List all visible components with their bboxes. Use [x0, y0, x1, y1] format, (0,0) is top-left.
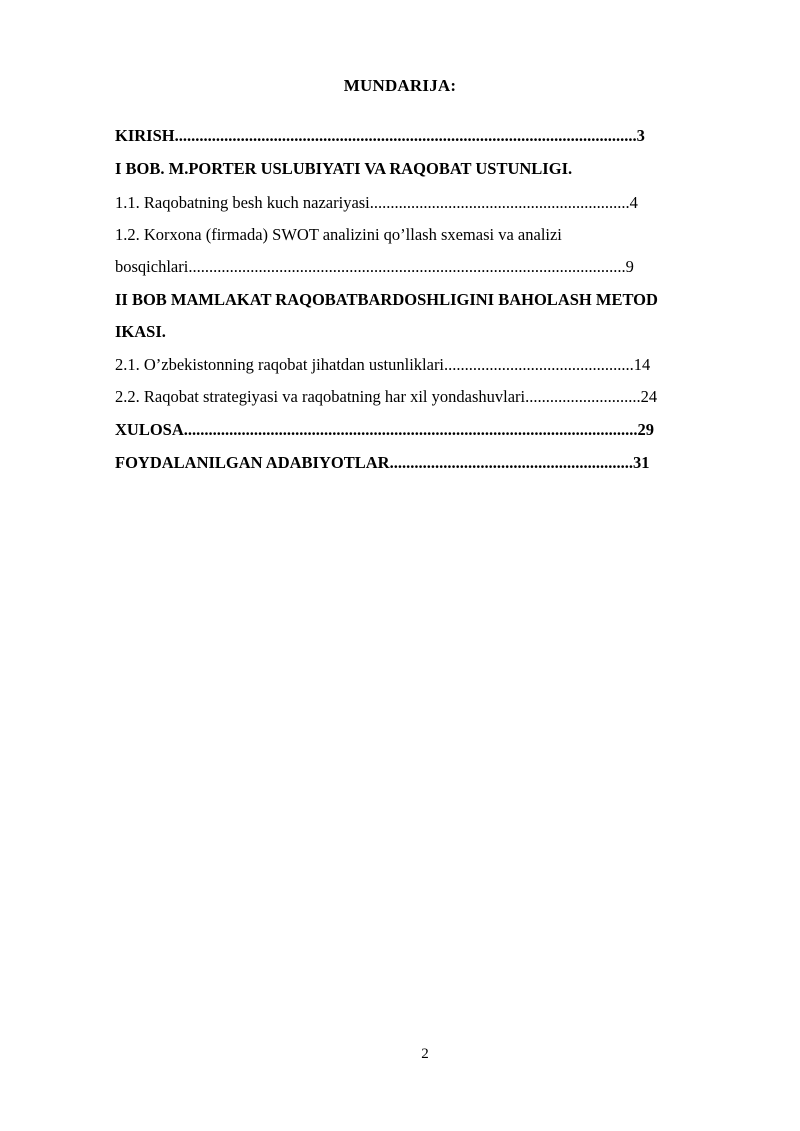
toc-chapter-2-heading: II BOB MAMLAKAT RAQOBATBARDOSHLIGINI BAHOLASH METOD: [115, 290, 658, 309]
toc-entry-2-2: 2.2. Raqobat strategiyasi va raqobatning har xil yondashuvlari............................24: [115, 387, 658, 406]
toc-entry-adabiyotlar: FOYDALANILGAN ADABIYOTLAR...........................................................31: [115, 453, 650, 472]
toc-entry-xulosa: XULOSA..............................................................................................................29: [115, 420, 655, 439]
toc-entry-kirish: KIRISH................................................................................................................3: [115, 126, 645, 145]
toc-entry-1-2-continued: bosqichlari..........................................................................................................9: [115, 257, 634, 276]
toc-entry-1-1: 1.1. Raqobatning besh kuch nazariyasi...............................................................4: [115, 193, 638, 212]
toc-chapter-2-heading-continued: IKASI.: [115, 322, 166, 341]
toc-chapter-1-heading: I BOB. M.PORTER USLUBIYATI VA RAQOBAT USTUNLIGI.: [115, 159, 573, 178]
toc-entry-1-2: 1.2. Korxona (firmada) SWOT analizini qo’llash sxemasi va analizi: [115, 225, 562, 244]
page-title: MUNDARIJA:: [343, 76, 457, 95]
page-number: 2: [421, 1046, 429, 1062]
toc-entry-2-1: 2.1. O’zbekistonning raqobat jihatdan ustunliklari..............................................14: [115, 355, 651, 374]
